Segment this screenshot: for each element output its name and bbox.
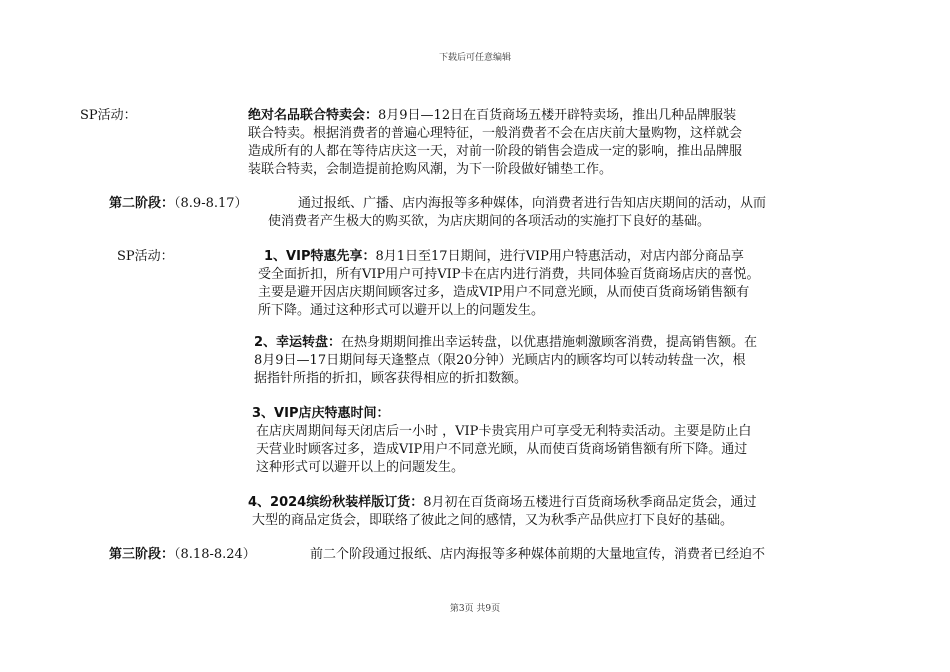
paragraph-line	[248, 107, 742, 125]
text-line: 8月9日—12日在百货商场五楼开辟特卖场，推出几种品牌服装	[378, 108, 737, 123]
paragraph-line	[258, 248, 760, 266]
paragraph-line: 这种形式可以避开以上的问题发生。	[256, 460, 465, 475]
stage-3-text	[310, 546, 765, 564]
item-lucky-wheel	[254, 334, 757, 388]
stage-2-range: （8.9-8.17）	[174, 196, 248, 211]
item-autumn-order	[248, 494, 757, 530]
paragraph-line	[254, 334, 757, 352]
text-line: 8月1日至17日期间，进行VIP用户特惠活动，对店内部分商品享	[375, 249, 744, 264]
page-header: 下载后可任意编辑	[438, 53, 511, 63]
paragraph-line: 受全面折扣，所有VIP用户可持VIP卡在店内进行消费，共同体验百货商场店庆的喜悦。	[258, 267, 760, 282]
paragraph-line: 前二个阶段通过报纸、店内海报等多种媒体前期的大量地宣传，消费者已经迫不	[310, 547, 766, 562]
paragraph-line: 使消费者产生极大的购买欲，为店庆期间的各项活动的实施打下良好的基础。	[268, 214, 711, 229]
stage-2-text	[298, 195, 766, 213]
sp-label-2: SP活动：	[117, 249, 174, 264]
stage-2-label: 第二阶段：	[109, 196, 175, 211]
paragraph-line	[248, 494, 757, 512]
paragraph-line: 8月9日—17日期间每天逢整点（限20分钟）光顾店内的顾客均可以转动转盘一次，根	[254, 353, 746, 368]
paragraph-line: 联合特卖。根据消费者的普遍心理特征，一般消费者不会在店庆前大量购物，这样就会	[248, 126, 743, 141]
text-line: 在热身期期间推出幸运转盘，以优惠措施刺激顾客消费，提高销售额。在	[341, 335, 758, 350]
item-3-text	[256, 423, 751, 477]
sp-activity-1	[248, 107, 742, 179]
stage-2-heading	[109, 195, 248, 213]
item-4-title: 4、2024缤纷秋装样版订货：	[248, 495, 424, 510]
item-3-title: 3、VIP店庆特惠时间：	[252, 406, 390, 421]
item-1-title: 1、VIP特惠先享：	[264, 249, 376, 264]
paragraph-line: 大型的商品定货会，即联络了彼此之间的感情，又为秋季产品供应打下良好的基础。	[252, 513, 734, 528]
paragraph-line: 造成所有的人都在等待店庆这一天，对前一阶段的销售会造成一定的影响，推出品牌服	[248, 144, 743, 159]
stage-3-heading	[109, 546, 256, 564]
item-2-title: 2、幸运转盘：	[254, 335, 342, 350]
paragraph-line: 主要是避开因店庆期间顾客过多，造成VIP用户不同意光顾，从而使百货商场销售额有	[258, 285, 750, 300]
stage-2-text-cont	[268, 213, 710, 231]
page-footer: 第3页 共9页	[449, 604, 501, 614]
paragraph-line: 据指针所指的折扣，顾客获得相应的折扣数额。	[254, 371, 528, 386]
sp-title-1: 绝对名品联合特卖会：	[248, 108, 379, 123]
paragraph-line: 在店庆周期间每天闭店后一小时 ，VIP卡贵宾用户可享受无利特卖活动。主要是防止白	[256, 424, 752, 439]
text-line: 8月初在百货商场五楼进行百货商场秋季商品定货会，通过	[423, 495, 757, 510]
paragraph-line: 装联合特卖，会制造提前抢购风潮，为下一阶段做好铺垫工作。	[248, 162, 613, 177]
item-vip-preview	[258, 248, 760, 320]
paragraph-line: 所下降。通过这种形式可以避开以上的问题发生。	[258, 303, 545, 318]
paragraph-line: 天营业时顾客过多，造成VIP用户不同意光顾，从而使百货商场销售额有所下降。通过	[256, 442, 748, 457]
stage-3-range: （8.18-8.24）	[174, 547, 256, 562]
sp-label-1: SP活动：	[80, 108, 137, 123]
stage-3-label: 第三阶段：	[109, 547, 175, 562]
item-vip-anniversary	[252, 405, 389, 423]
paragraph-line: 通过报纸、广播、店内海报等多种媒体，向消费者进行告知店庆期间的活动，从而	[298, 196, 767, 211]
